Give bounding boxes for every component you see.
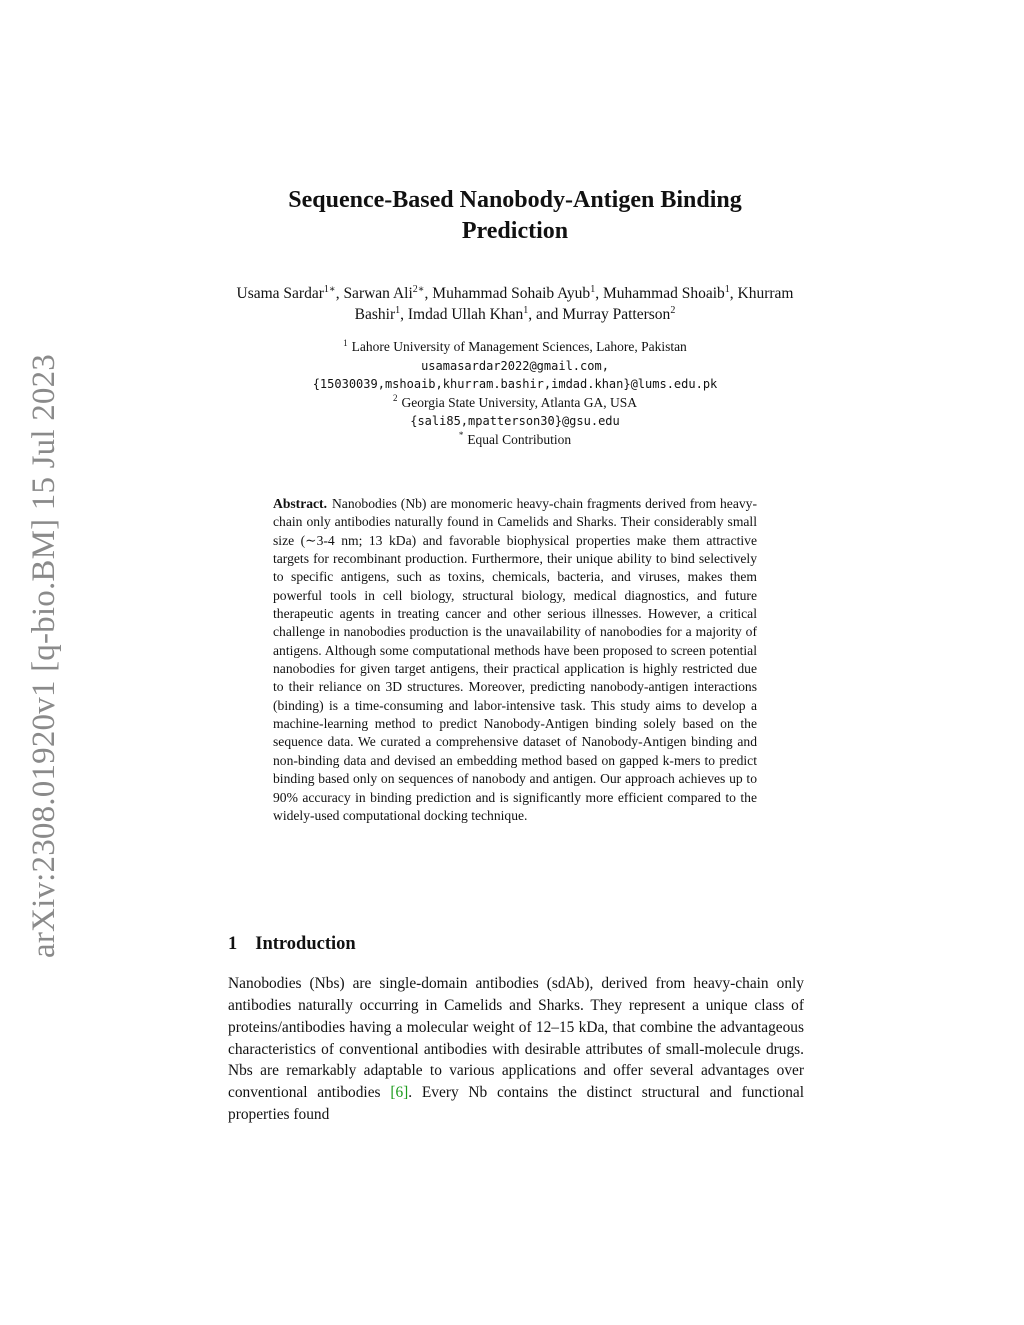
- section-heading-introduction: [228, 932, 356, 956]
- author-name: , Muhammad Shoaib: [595, 285, 725, 302]
- title-line-1: Sequence-Based Nanobody-Antigen Binding: [288, 187, 742, 213]
- affiliation-name: Lahore University of Management Sciences, Lahore, Pakistan: [351, 339, 687, 354]
- author-affiliation-mark: 2: [670, 304, 676, 316]
- section-title: Introduction: [255, 934, 356, 954]
- author-affiliation-mark: 1: [395, 304, 401, 316]
- author-affiliation-mark: 1: [523, 304, 529, 316]
- author-name: , Sarwan Ali: [335, 285, 413, 302]
- title-line-2: Prediction: [461, 218, 569, 244]
- citation-link[interactable]: [6]: [390, 1084, 409, 1102]
- email-line: {15030039,mshoaib,khurram.bashir,imdad.khan}@lums.edu.pk: [312, 377, 718, 391]
- email-line: {sali85,mpatterson30}@gsu.edu: [410, 414, 620, 428]
- introduction-paragraph: [228, 973, 804, 1126]
- section-number: 1: [228, 934, 238, 954]
- author-name: , Muhammad Sohaib Ayub: [424, 285, 591, 302]
- author-name: , and Murray Patterson: [528, 306, 671, 323]
- affiliation-mark: 1: [343, 337, 348, 348]
- paper-title: [220, 185, 810, 247]
- abstract-label: Abstract.: [273, 496, 327, 511]
- arxiv-identifier-stamp: arXiv:2308.01920v1 [q-bio.BM] 15 Jul 2023: [26, 353, 62, 958]
- affiliation-mark: 2: [393, 393, 398, 403]
- body-text: Nanobodies (Nbs) are single-domain antibodies (sdAb), derived from heavy-chain only antibodies naturally occurring in Camelids and Sharks. They represent a unique class of proteins/antibodies having a molecular weight of 12–15 kDa, that combine the advantageous characteristics of conventional antibodies with desirable attributes of small-molecule drugs. Nbs are remarkably adaptable to various applications and offer several advantages over conventional antibodies: [228, 975, 804, 1102]
- author-name: , Imdad Ullah Khan: [400, 306, 524, 323]
- author-affiliation-mark: 1∗: [323, 283, 336, 295]
- author-name: , Khurram Bashir: [354, 285, 794, 323]
- affiliation-gsu: [220, 394, 810, 413]
- email-line: usamasardar2022@gmail.com,: [421, 358, 609, 373]
- author-name: Usama Sardar: [236, 285, 324, 302]
- affiliation-mark: *: [458, 430, 464, 440]
- affiliations-block: [220, 338, 810, 449]
- author-list: [220, 283, 810, 325]
- equal-contribution-note: [220, 431, 810, 450]
- author-affiliation-mark: 2∗: [412, 283, 425, 295]
- affiliation-name: Georgia State University, Atlanta GA, USA: [401, 394, 637, 410]
- abstract-text: Nanobodies (Nb) are monomeric heavy-chain fragments derived from heavy-chain only antibodies naturally found in Camelids and Sharks. Their considerably small size (∼3-4 nm; 13 kDa) and favorable biophysical properties make them attractive targets for recombinant production. Furthermore, their unique ability to bind selectively to specific antigens, such as toxins, chemicals, bacteria, and viruses, makes them powerful tools in cell biology, structural biology, medical diagnostics, and future therapeutic agents in treating cancer and other serious illnesses. However, a critical challenge in nanobodies production is the unavailability of nanobodies for a majority of antigens. Although some computational methods have been proposed to screen potential nanobodies for given target antigens, their practical application is highly restricted due to their reliance on 3D structures. Moreover, predicting nanobody-antigen interactions (binding) is a time-consuming and labor-intensive task. This study aims to develop a machine-learning method to predict Nanobody-Antigen binding solely based on the sequence data. We curated a comprehensive dataset of Nanobody-Antigen binding and non-binding data and devised an embedding method based on gapped k-mers to predict binding based only on sequences of nanobody and antigen. Our approach achieves up to 90% accuracy in binding prediction and is significantly more efficient compared to the widely-used computational docking technique.: [273, 496, 757, 823]
- author-affiliation-mark: 1: [724, 283, 730, 295]
- equal-contribution-text: Equal Contribution: [467, 431, 572, 447]
- abstract: [273, 495, 757, 825]
- affiliation-lums: [220, 338, 810, 357]
- author-affiliation-mark: 1: [590, 283, 596, 295]
- body-text: . Every Nb contains the distinct structural and functional properties found: [228, 1084, 804, 1124]
